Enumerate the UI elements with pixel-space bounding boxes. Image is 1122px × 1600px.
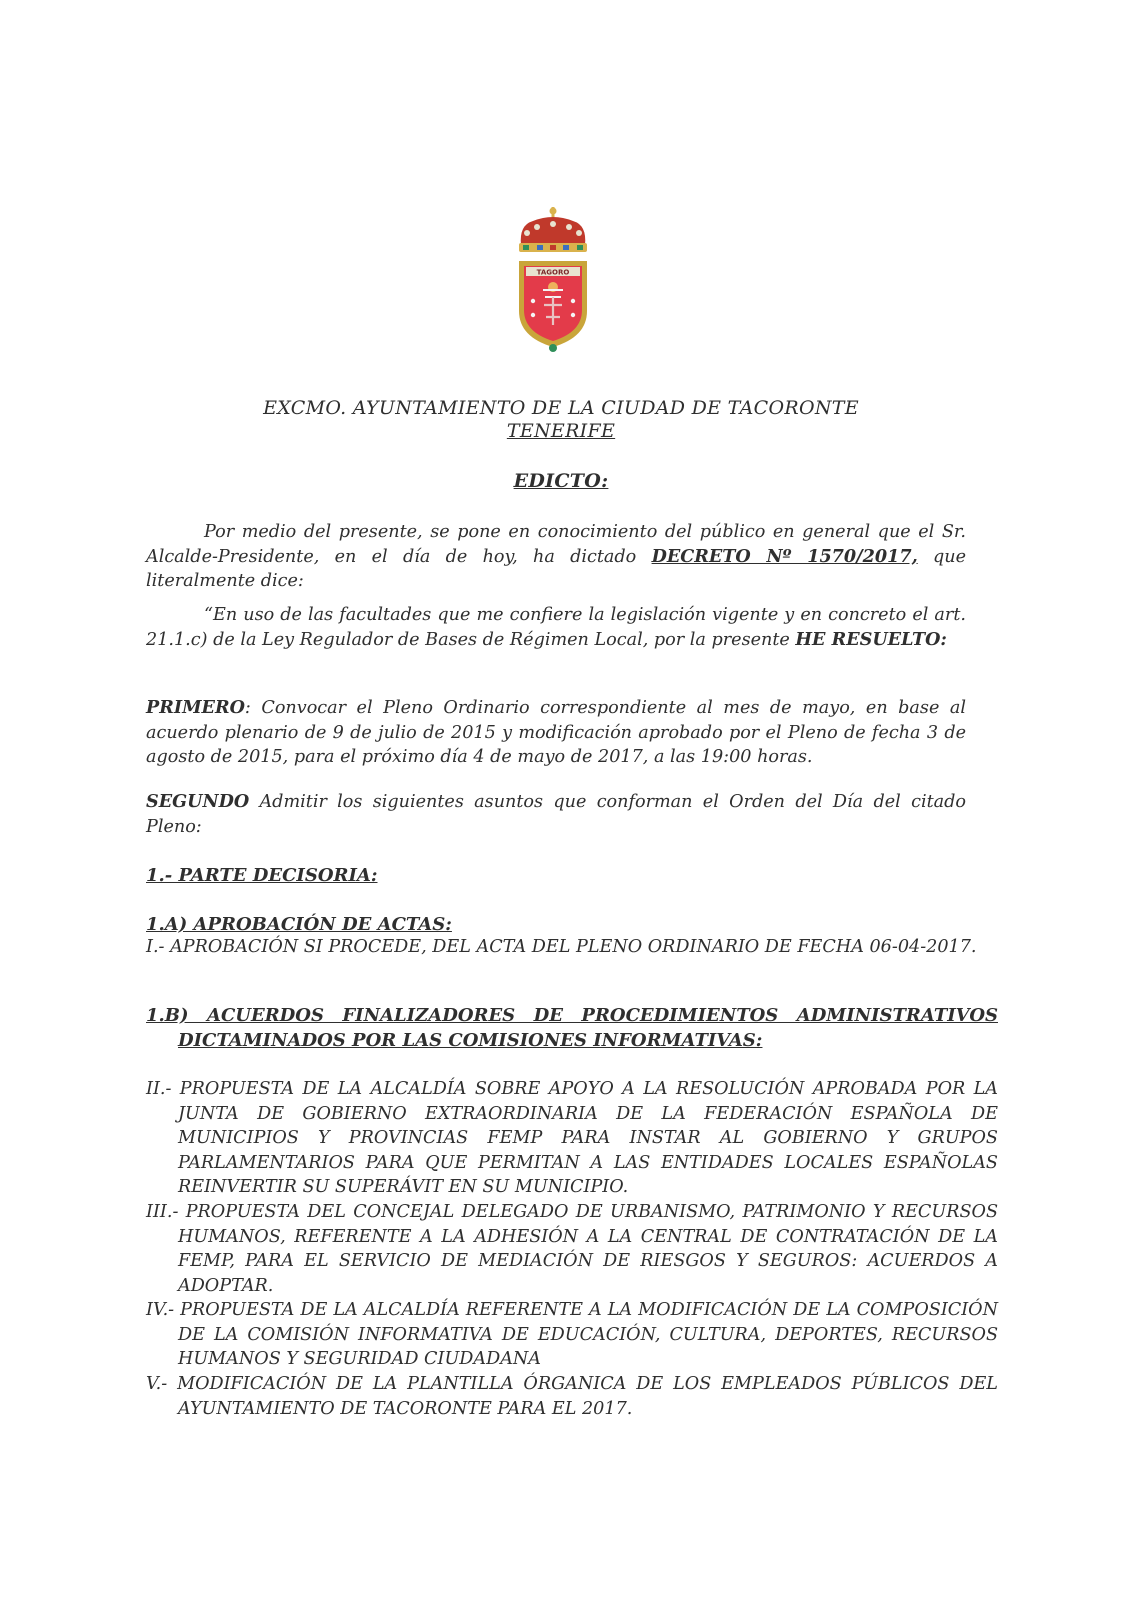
resolved-label: HE RESUELTO: (795, 628, 947, 650)
agenda-item-iv: IV.- PROPUESTA DE LA ALCALDÍA REFERENTE A LA MODIFICACIÓN DE LA COMPOSICIÓN DE LA COMISIÓN INFORMATIVA DE EDUCACIÓN, CULTURA, DEPORTES, RECURSOS HUMANOS Y SEGURIDAD CIUDADANA (146, 1300, 998, 1369)
intro-paragraph (146, 520, 966, 594)
quote-paragraph (146, 603, 966, 652)
crest-banner-text: TAGORO (536, 268, 570, 277)
quote-text: “En uso de las facultades que me confiere la legislación vigente y en concreto el art. 21.1.c) de la Ley Regulador de Bases de Régimen Local, por la presente (146, 605, 966, 650)
primero-label: PRIMERO (146, 697, 245, 718)
decree-number: DECRETO Nº 1570/2017, (651, 545, 918, 567)
agenda-item-i: I.- APROBACIÓN SI PROCEDE, DEL ACTA DEL PLENO ORDINARIO DE FECHA 06-04-2017. (146, 937, 977, 957)
segundo-paragraph (146, 790, 966, 839)
primero-paragraph (146, 696, 966, 770)
institution-location: TENERIFE (506, 420, 616, 442)
segundo-label: SEGUNDO (146, 791, 250, 812)
institution-name: EXCMO. AYUNTAMIENTO DE LA CIUDAD DE TACORONTE (263, 397, 859, 419)
coat-of-arms-logo (513, 205, 593, 355)
section-acuerdos-finalizadores: 1.B) ACUERDOS FINALIZADORES DE PROCEDIMIENTOS ADMINISTRATIVOS DICTAMINADOS POR LAS COMISIONES INFORMATIVAS: (146, 1005, 998, 1051)
agenda-item-iii: III.- PROPUESTA DEL CONCEJAL DELEGADO DE URBANISMO, PATRIMONIO Y RECURSOS HUMANOS, REFERENTE A LA ADHESIÓN A LA CENTRAL DE CONTRATACIÓN DE LA FEMP, PARA EL SERVICIO DE MEDIACIÓN DE RIESGOS Y SEGUROS: ACUERDOS A ADOPTAR. (146, 1202, 998, 1296)
section-parte-decisoria: 1.- PARTE DECISORIA: (146, 865, 378, 886)
agenda-item-ii: II.- PROPUESTA DE LA ALCALDÍA SOBRE APOYO A LA RESOLUCIÓN APROBADA POR LA JUNTA DE GOBIERNO EXTRAORDINARIA DE LA FEDERACIÓN ESPAÑOLA DE MUNICIPIOS Y PROVINCIAS FEMP PARA INSTAR AL GOBIERNO Y GRUPOS PARLAMENTARIOS PARA QUE PERMITAN A LAS ENTIDADES LOCALES ESPAÑOLAS REINVERTIR SU SUPERÁVIT EN SU MUNICIPIO. (146, 1079, 998, 1197)
intro-text-a: Por medio del presente, se pone en conocimiento del público en general que el Sr. Alcalde-Presidente, en el día de hoy, ha dictado (146, 522, 966, 567)
intro-text-b: que literalmente dice: (146, 546, 966, 591)
document-title: EDICTO: (513, 470, 609, 492)
primero-text: : Convocar el Pleno Ordinario correspondiente al mes de mayo, en base al acuerdo plenario de 9 de julio de 2015 y modificación aprobado por el Pleno de fecha 3 de agosto de 2015, para el próximo día 4 de mayo de 2017, a las 19:00 horas. (146, 698, 966, 767)
agenda-item-v: V.- MODIFICACIÓN DE LA PLANTILLA ÓRGANICA DE LOS EMPLEADOS PÚBLICOS DEL AYUNTAMIENTO DE TACORONTE PARA EL 2017. (146, 1374, 998, 1419)
segundo-text: Admitir los siguientes asuntos que conforman el Orden del Día del citado Pleno: (146, 792, 966, 837)
section-aprobacion-actas: 1.A) APROBACIÓN DE ACTAS: (146, 914, 452, 935)
